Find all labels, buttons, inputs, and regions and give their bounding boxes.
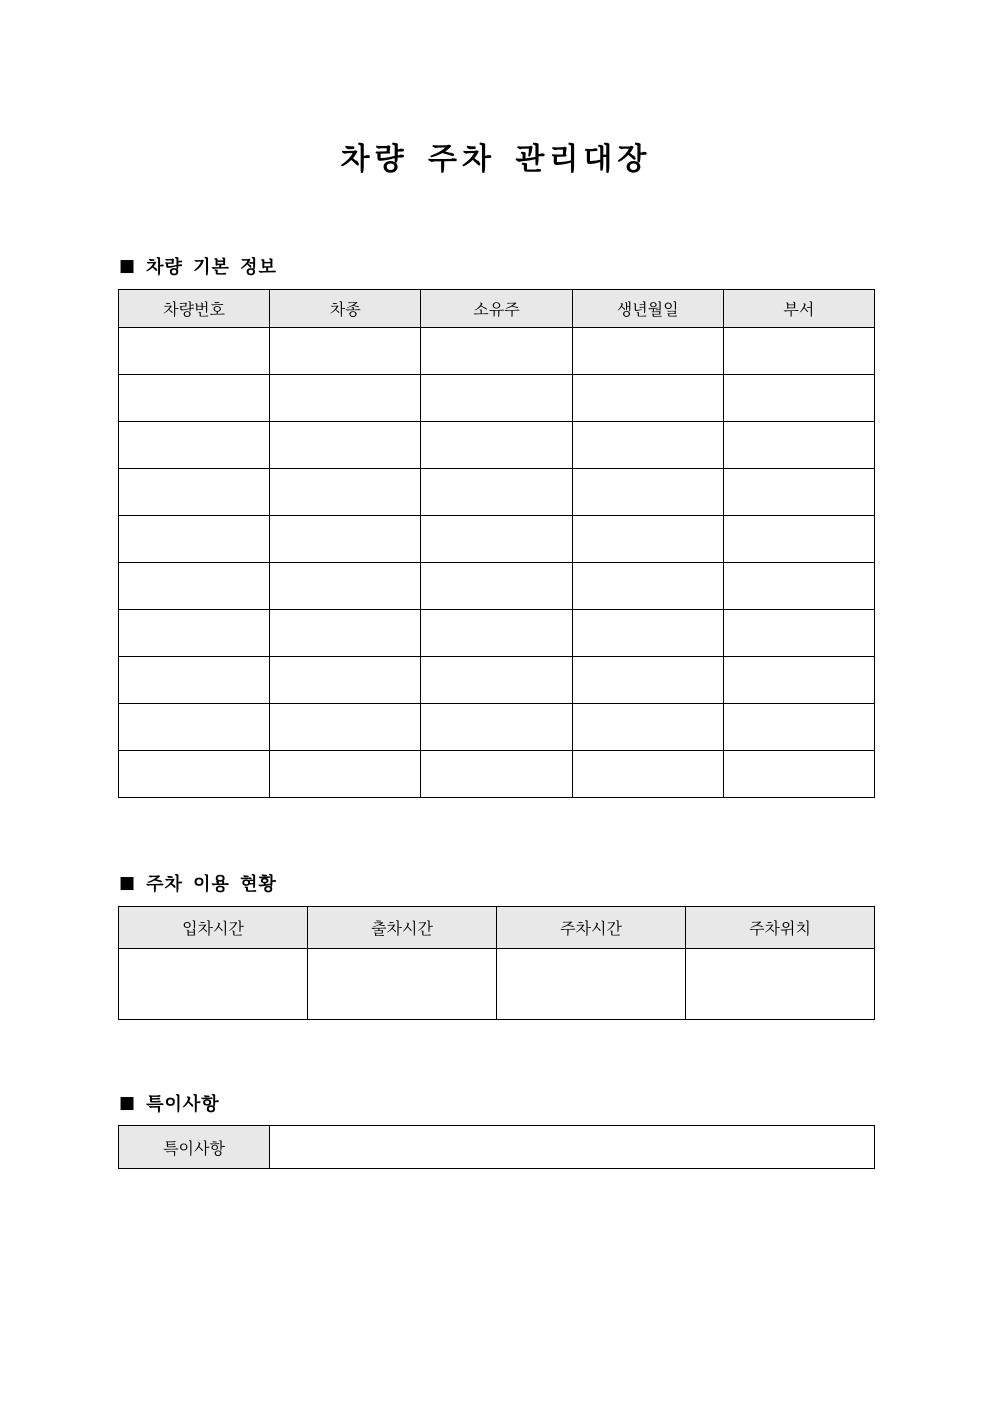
square-bullet-icon: ■ xyxy=(119,873,137,893)
table-row xyxy=(119,949,875,1020)
table-cell[interactable] xyxy=(270,375,421,422)
vehicle-info-table xyxy=(118,289,875,798)
table-cell[interactable] xyxy=(421,375,572,422)
table-cell[interactable] xyxy=(572,657,723,704)
table-cell[interactable] xyxy=(572,516,723,563)
square-bullet-icon: ■ xyxy=(119,1093,137,1113)
table-cell[interactable] xyxy=(723,469,874,516)
table-cell[interactable] xyxy=(308,949,497,1020)
column-header-parking-location: 주차위치 xyxy=(686,907,875,949)
table-cell[interactable] xyxy=(421,469,572,516)
column-header-parking-duration: 주차시간 xyxy=(497,907,686,949)
table-cell[interactable] xyxy=(270,704,421,751)
section-heading-parking-status xyxy=(119,870,277,896)
column-header-vehicle-type: 차종 xyxy=(270,290,421,328)
table-cell[interactable] xyxy=(723,751,874,798)
column-header-department: 부서 xyxy=(723,290,874,328)
table-cell[interactable] xyxy=(421,704,572,751)
table-cell[interactable] xyxy=(723,328,874,375)
table-header-row xyxy=(119,907,875,949)
table-row xyxy=(119,1126,875,1169)
table-cell[interactable] xyxy=(119,328,270,375)
table-cell[interactable] xyxy=(119,375,270,422)
table-cell[interactable] xyxy=(572,328,723,375)
table-cell[interactable] xyxy=(723,610,874,657)
table-cell[interactable] xyxy=(270,610,421,657)
table-cell[interactable] xyxy=(270,516,421,563)
table-cell[interactable] xyxy=(572,469,723,516)
table-row xyxy=(119,563,875,610)
table-row xyxy=(119,422,875,469)
table-cell[interactable] xyxy=(270,328,421,375)
table-cell[interactable] xyxy=(723,563,874,610)
section-heading-vehicle-info xyxy=(119,253,277,279)
table-cell[interactable] xyxy=(270,422,421,469)
square-bullet-icon: ■ xyxy=(119,256,137,276)
table-cell[interactable] xyxy=(421,563,572,610)
table-cell[interactable] xyxy=(270,563,421,610)
table-cell[interactable] xyxy=(572,751,723,798)
table-row xyxy=(119,610,875,657)
table-cell[interactable] xyxy=(119,751,270,798)
parking-status-table xyxy=(118,906,875,1020)
section-title: 주차 이용 현황 xyxy=(146,874,277,895)
table-cell[interactable] xyxy=(421,516,572,563)
page-title: 차량 주차 관리대장 xyxy=(340,142,652,177)
table-cell[interactable] xyxy=(572,563,723,610)
table-cell[interactable] xyxy=(119,516,270,563)
table-cell[interactable] xyxy=(572,610,723,657)
table-header-row xyxy=(119,290,875,328)
table-row xyxy=(119,469,875,516)
table-cell[interactable] xyxy=(572,704,723,751)
remarks-input-cell[interactable] xyxy=(270,1126,875,1169)
column-header-birthdate: 생년월일 xyxy=(572,290,723,328)
table-row xyxy=(119,516,875,563)
table-cell[interactable] xyxy=(119,949,308,1020)
table-cell[interactable] xyxy=(572,375,723,422)
table-cell[interactable] xyxy=(119,657,270,704)
table-row xyxy=(119,328,875,375)
table-cell[interactable] xyxy=(723,657,874,704)
table-cell[interactable] xyxy=(686,949,875,1020)
column-header-owner: 소유주 xyxy=(421,290,572,328)
column-header-entry-time: 입차시간 xyxy=(119,907,308,949)
table-cell[interactable] xyxy=(270,657,421,704)
remarks-table xyxy=(118,1125,875,1169)
table-cell[interactable] xyxy=(119,469,270,516)
table-cell[interactable] xyxy=(421,328,572,375)
table-cell[interactable] xyxy=(723,422,874,469)
table-cell[interactable] xyxy=(723,704,874,751)
column-header-exit-time: 출차시간 xyxy=(308,907,497,949)
table-row xyxy=(119,704,875,751)
remarks-label: 특이사항 xyxy=(119,1126,270,1169)
table-cell[interactable] xyxy=(572,422,723,469)
table-cell[interactable] xyxy=(497,949,686,1020)
table-cell[interactable] xyxy=(421,751,572,798)
table-cell[interactable] xyxy=(119,704,270,751)
table-cell[interactable] xyxy=(421,610,572,657)
column-header-plate-number: 차량번호 xyxy=(119,290,270,328)
section-title: 특이사항 xyxy=(146,1094,220,1115)
table-cell[interactable] xyxy=(723,516,874,563)
section-heading-remarks xyxy=(119,1090,220,1116)
table-cell[interactable] xyxy=(119,610,270,657)
table-cell[interactable] xyxy=(421,422,572,469)
table-cell[interactable] xyxy=(270,751,421,798)
table-cell[interactable] xyxy=(723,375,874,422)
table-cell[interactable] xyxy=(119,422,270,469)
table-row xyxy=(119,751,875,798)
table-cell[interactable] xyxy=(119,563,270,610)
table-cell[interactable] xyxy=(270,469,421,516)
table-cell[interactable] xyxy=(421,657,572,704)
section-title: 차량 기본 정보 xyxy=(146,257,277,278)
table-row xyxy=(119,375,875,422)
table-row xyxy=(119,657,875,704)
